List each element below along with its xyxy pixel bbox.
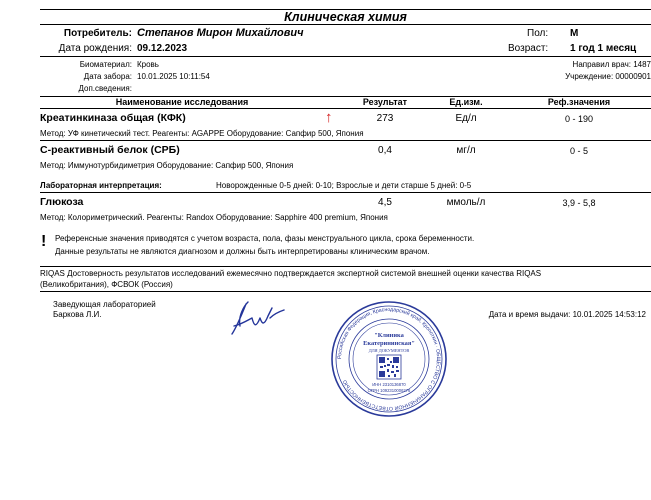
high-flag-arrow-icon: ↑	[325, 109, 333, 126]
patient-rule	[40, 56, 651, 57]
lab-head-name: Баркова Л.И.	[53, 310, 102, 319]
sex-value: М	[570, 28, 579, 39]
collection-value: 10.01.2025 10:11:54	[137, 72, 210, 81]
age-value: 1 год 1 месяц	[570, 43, 637, 54]
test-name: Креатинкиназа общая (КФК)	[40, 112, 186, 124]
patient-label: Потребитель:	[63, 28, 132, 39]
test-result: 273	[376, 113, 394, 124]
seal-stamp	[330, 300, 448, 418]
stamp-line: Екатерининская"	[363, 340, 415, 347]
riqas-line: RIQAS Достоверность результатов исследований ежемесячно подтверждается экспертной системой внешней оценки качества RIQAS	[40, 269, 542, 278]
test-unit: ммоль/л	[446, 197, 486, 208]
test-name: Глюкоза	[40, 196, 84, 208]
test-method: Метод: УФ кинетический тест. Реагенты: AGAPPE Оборудование: Сапфир 500, Япония	[40, 129, 364, 138]
test-result: 4,5	[378, 197, 392, 208]
col-header-name: Наименование исследования	[115, 97, 249, 107]
riqas-top-rule	[40, 266, 651, 267]
test-method: Метод: Колориметрический. Реагенты: Randox Оборудование: Sapphire 400 premium, Япония	[40, 213, 388, 222]
sex-label: Пол:	[527, 28, 549, 39]
biomaterial-label: Биоматериал:	[79, 60, 132, 69]
test-method: Метод: Иммунотурбидиметрия Оборудование: Сапфир 500, Япония	[40, 161, 294, 170]
riqas-line: (Великобритания), ФСВОК (Россия)	[40, 280, 173, 289]
col-header-unit: Ед.изм.	[449, 97, 483, 107]
col-header-result: Результат	[362, 97, 408, 107]
dob-label: Дата рождения:	[58, 43, 132, 54]
signature-image	[228, 296, 286, 338]
stamp-qr-code	[377, 355, 401, 379]
test-ref-range: 0 - 5	[569, 146, 588, 156]
row-rule	[40, 140, 651, 141]
referring-doctor: Направил врач: 1487	[572, 60, 651, 69]
extra-info-label: Доп.сведения:	[78, 84, 132, 93]
issue-datetime: Дата и время выдачи: 10.01.2025 14:53:12	[488, 310, 646, 319]
test-unit: Ед/л	[455, 113, 477, 124]
col-header-ref: Реф.значения	[547, 97, 611, 107]
test-result: 0,4	[378, 145, 392, 156]
stamp-line: ДЛЯ ДОКУМЕНТОВ	[368, 348, 410, 353]
stamp-ogrn: ОГРН 1092310006276	[367, 388, 411, 393]
riqas-bottom-rule	[40, 291, 651, 292]
stamp-line: "Клиника	[374, 332, 404, 339]
interpretation-label: Лабораторная интерпретация:	[40, 181, 162, 190]
institution: Учреждение: 00000901	[565, 72, 651, 81]
test-unit: мг/л	[456, 145, 476, 156]
test-name: С-реактивный белок (СРБ)	[40, 144, 180, 156]
collection-label: Дата забора:	[83, 72, 132, 81]
title-bottom-rule	[40, 24, 651, 25]
note-line: Данные результаты не являются диагнозом и должны быть интерпретированы клиническим врачом.	[55, 247, 430, 256]
interpretation-text: Новорожденные 0-5 дней: 0-10; Взрослые и дети старше 5 дней: 0-5	[216, 181, 472, 190]
row-rule	[40, 192, 651, 193]
dob-value: 09.12.2023	[137, 43, 188, 54]
stamp-ring-text: Российская Федерация, Краснодарский край, Кропоткин · ОБЩЕСТВО С ОГРАНИЧЕННОЙ ОТВЕТСТВЕННОСТЬЮ	[336, 306, 442, 412]
table-header-bottom-rule	[40, 108, 651, 109]
stamp-inn: ИНН 2310136870	[372, 382, 406, 387]
age-label: Возраст:	[508, 43, 549, 54]
test-ref-range: 3,9 - 5,8	[562, 198, 596, 208]
lab-head-title: Заведующая лабораторией	[53, 300, 156, 309]
note-line: Референсные значения приводятся с учетом возраста, пола, фазы менструального цикла, срока беременности.	[55, 234, 475, 243]
report-title: Клиническая химия	[284, 10, 407, 24]
warning-icon: !	[41, 233, 47, 250]
test-ref-range: 0 - 190	[564, 114, 594, 124]
patient-name: Степанов Мирон Михайлович	[137, 27, 304, 39]
biomaterial-value: Кровь	[137, 60, 159, 69]
